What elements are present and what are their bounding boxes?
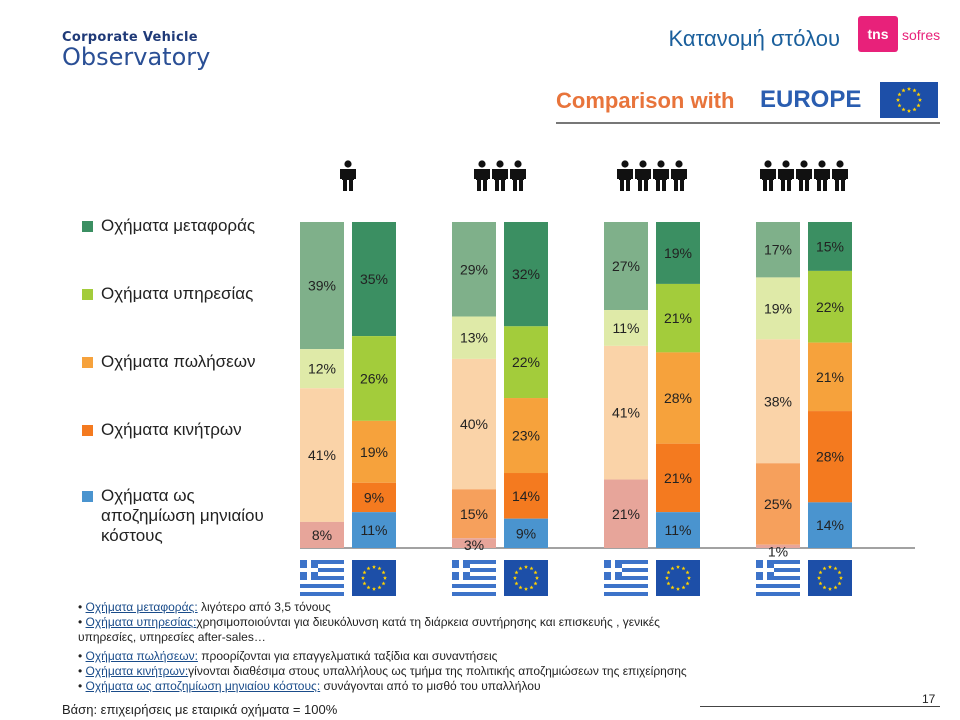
header-divider [556,122,940,124]
data-label: 21% [663,469,693,486]
data-label: 12% [307,360,337,377]
legend-item-compensation [82,486,291,546]
legend-item-incentive [82,420,242,440]
greece-flag-icon [756,560,800,596]
note-text: λιγότερο από 3,5 τόνους [197,600,331,614]
data-label: 41% [307,447,337,464]
data-label: 26% [359,370,389,387]
legend-swatch-incentive [82,425,93,436]
data-label: 9% [363,489,385,506]
legend-swatch-sales [82,357,93,368]
note-text: προορίζονται για επαγγελματικά ταξίδια και συναντήσεις [197,649,498,663]
data-label: 14% [815,517,845,534]
legend-swatch-service [82,289,93,300]
data-label: 22% [511,354,541,371]
data-label: 23% [511,427,541,444]
sofres-logo-text: sofres [902,27,941,43]
data-label: 38% [763,393,793,410]
data-label: 11% [360,522,388,539]
people-icon-group [474,160,526,191]
page-title: Κατανομή στόλου [668,26,840,51]
eu-flag-icon [880,82,938,118]
note-service-cont [78,630,266,645]
data-label: 40% [459,416,489,433]
data-label: 27% [611,258,641,275]
legend-label-compensation: Οχήματα ως αποζημίωση μηνιαίου κόστους [101,486,264,545]
data-label: 14% [511,487,541,504]
note-text: χρησιμοποιούνται για διευκόλυνση κατά τη διάρκεια συντήρησης και επισκευής , γενικές [196,615,660,629]
data-label: 22% [815,298,845,315]
note-incentive: • Οχήματα κινήτρων:γίνονται διαθέσιμα στους υπαλλήλους ως τμήμα της πολιτικής αποζημιώσεων της επιχείρησης [78,664,687,678]
data-label: 21% [815,368,845,385]
note-text: συνάγονται από το μισθό του υπαλλήλου [320,679,541,693]
note-transport: • Οχήματα μεταφοράς: λιγότερο από 3,5 τόνους [78,600,331,614]
greece-flag-icon [300,560,344,596]
legend-item-service [82,284,253,304]
eu-flag-icon [352,560,396,596]
people-icon-group [760,160,848,191]
data-label: 28% [815,448,845,465]
data-label: 13% [459,329,489,346]
data-label: 32% [511,266,541,283]
note-term: Οχήματα μεταφοράς: [85,600,198,614]
data-label: 28% [663,390,693,407]
data-label: 19% [663,244,693,261]
note-text: υπηρεσίες, υπηρεσίες after-sales… [78,630,266,644]
comparison-label: Comparison with [556,88,735,113]
footer-divider [700,706,940,707]
legend-label-transport: Οχήματα μεταφοράς [101,216,256,235]
fleet-distribution-chart [300,160,920,600]
data-label: 19% [359,443,389,460]
data-label: 9% [515,525,537,542]
data-label: 25% [763,495,793,512]
note-text: γίνονται διαθέσιμα στους υπαλλήλους ως τμήμα της πολιτικής αποζημιώσεων της επιχείρησης [188,664,687,678]
data-label: 11% [664,522,692,539]
greece-flag-icon [452,560,496,596]
data-label: 29% [459,261,489,278]
data-label: 15% [459,505,489,522]
data-label: 35% [359,271,389,288]
data-label: 41% [611,404,641,421]
note-term: Οχήματα κινήτρων: [85,664,189,678]
data-label: 15% [815,238,845,255]
eu-flag-icon [808,560,852,596]
note-term: Οχήματα πωλήσεων: [85,649,198,663]
legend-swatch-compensation [82,491,93,502]
data-label: 21% [663,310,693,327]
data-label: 1% [767,543,789,560]
note-sales: • Οχήματα πωλήσεων: προορίζονται για επαγγελματικά ταξίδια και συναντήσεις [78,649,498,663]
eu-flag-icon [656,560,700,596]
legend-swatch-transport [82,221,93,232]
legend-item-transport [82,216,255,236]
data-label: 11% [612,319,640,336]
legend-label-sales: Οχήματα πωλήσεων [101,352,256,371]
data-label: 19% [763,300,793,317]
note-term: Οχήματα υπηρεσίας: [85,615,197,629]
data-label: 17% [763,241,793,258]
people-icon-group [340,160,356,191]
corporate-vehicle-observatory-logo [62,30,211,80]
legend-item-sales [82,352,256,372]
data-label: 21% [611,505,641,522]
people-icon-group [617,160,687,191]
note-compensation: • Οχήματα ως αποζημίωση μηνιαίου κόστους: συνάγονται από το μισθό του υπαλλήλου [78,679,541,693]
greece-flag-icon [604,560,648,596]
note-service: • Οχήματα υπηρεσίας:χρησιμοποιούνται για διευκόλυνση κατά τη διάρκεια συντήρησης και επισκευής , γενικές [78,615,660,629]
comparison-region: EUROPE [760,86,862,113]
eu-flag-icon [504,560,548,596]
note-term: Οχήματα ως αποζημίωση μηνιαίου κόστους: [85,679,321,693]
logo-line-1: Corporate Vehicle [62,30,198,45]
page-number: 17 [922,692,936,706]
data-label: 3% [463,537,485,554]
base-note: Βάση: επιχειρήσεις με εταιρικά οχήματα = 100% [62,702,338,717]
tns-logo: tns [858,16,898,52]
data-label: 8% [311,526,333,543]
legend-label-service: Οχήματα υπηρεσίας [101,284,254,303]
logo-line-2: Observatory [62,43,211,71]
data-label: 39% [307,277,337,294]
legend-label-incentive: Οχήματα κινήτρων [101,420,242,439]
